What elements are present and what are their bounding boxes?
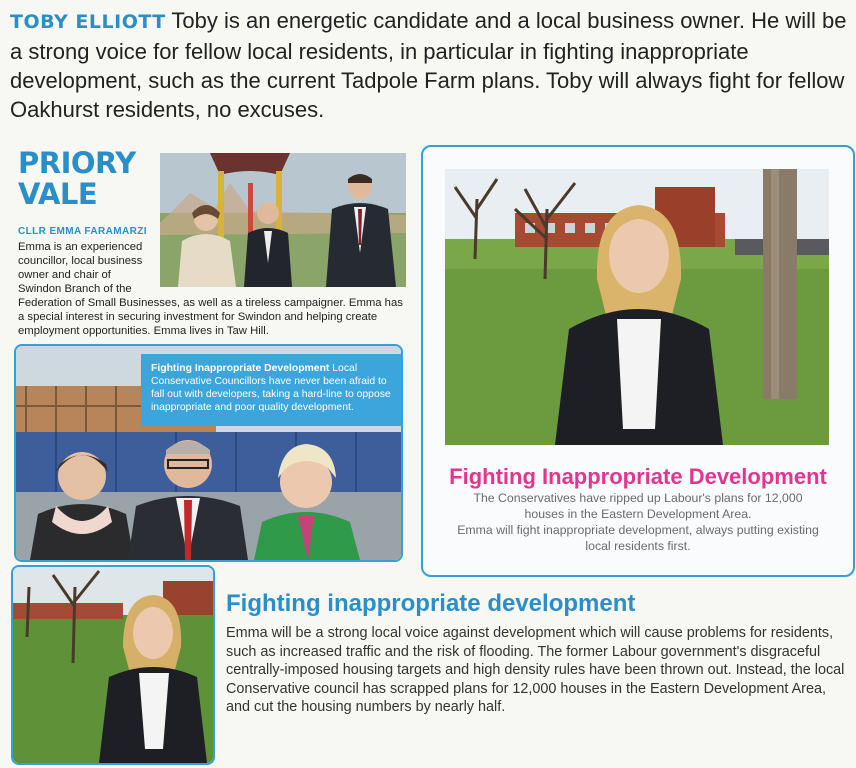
councillor-bio-part2: Federation of Small Businesses, as well as a tireless campaigner. Emma has a special interest in securing investment for Swindon and helping create employment opportunities. Emma lives in Taw Hill. (18, 297, 403, 337)
right-panel-text (423, 490, 853, 554)
development-banner-title: Fighting Inappropriate Development (151, 363, 330, 374)
toby-text: Toby is an energetic candidate and a local business owner. He will be a strong voice for fellow local residents, in particular in fighting inappropriate development, such as the current Tadpole Farm plans. Toby will always fight for fellow Oakhurst residents, no excuses. (10, 8, 847, 122)
ward-title (18, 148, 158, 210)
ward-title-line2: VALE (18, 177, 98, 211)
ward-title-line1: PRIORY (18, 146, 136, 180)
councillor-name: CLLR EMMA FARAMARZI (18, 226, 147, 237)
right-panel-line3: Emma will fight inappropriate development, always putting existing (457, 523, 819, 537)
development-photo-frame (14, 344, 403, 562)
toby-intro (10, 6, 848, 124)
playground-group-photo (160, 153, 406, 287)
development-banner-text: Local Conservative Councillors have never been afraid to fall out with developers, taking a hard-line to oppose inappropriate and poor quality development. (151, 363, 391, 413)
toby-name: TOBY ELLIOTT (10, 11, 166, 33)
right-panel-line1: The Conservatives have ripped up Labour's plans for 12,000 (473, 491, 803, 505)
right-panel-heading: Fighting Inappropriate Development (449, 464, 827, 489)
fight-heading: Fighting inappropriate development (226, 590, 636, 617)
emma-portrait-photo (11, 565, 215, 765)
right-panel-line4: local residents first. (585, 539, 691, 553)
right-panel-line2: houses in the Eastern Development Area. (524, 507, 752, 521)
emma-park-photo (445, 169, 829, 445)
right-feature-panel (421, 145, 855, 577)
fight-body: Emma will be a strong local voice against development which will cause problems for residents, such as increased traffic and the risk of flooding. The former Labour government's disgraceful centrally-imposed housing targets and high density rules have been thrown out. Instead, the local Conservative council has scrapped plans for 12,000 houses in the Eastern Development Area, and cut the housing numbers by nearly half. (226, 625, 845, 715)
development-banner (141, 354, 403, 426)
councillor-bio-part1: Emma is an experienced councillor, local business owner and chair of Swindon Branch of the (18, 241, 143, 295)
